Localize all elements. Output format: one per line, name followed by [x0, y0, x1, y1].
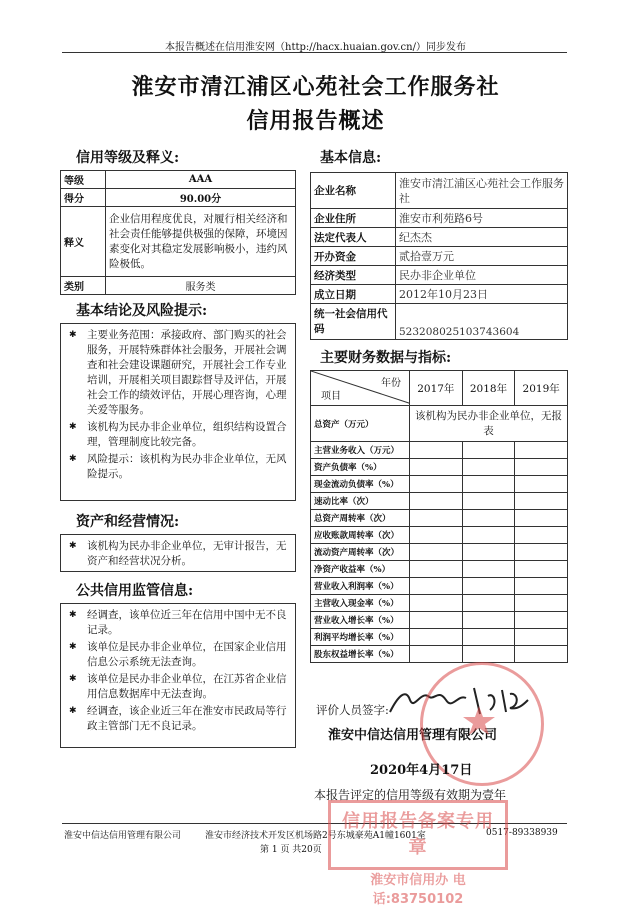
basic-label: 企业住所	[311, 209, 396, 228]
basic-label: 统一社会信用代码	[311, 304, 396, 340]
finance-cell	[462, 629, 515, 646]
finance-table	[310, 370, 568, 663]
bullet-icon: ✱	[69, 642, 77, 652]
bullet-icon: ✱	[69, 674, 77, 684]
finance-row	[311, 595, 568, 612]
finance-cell	[462, 510, 515, 527]
basic-label: 法定代表人	[311, 228, 396, 247]
finance-row-label: 流动资产周转率（次）	[311, 544, 410, 561]
finance-cell	[462, 595, 515, 612]
finance-row	[311, 578, 568, 595]
footer-company: 淮安中信达信用管理有限公司	[64, 831, 182, 841]
finance-cell	[515, 544, 568, 561]
finance-rows	[311, 442, 568, 663]
finance-row-label: 净资产收益率（%）	[311, 561, 410, 578]
finance-cell	[410, 578, 463, 595]
stamp-line2: 淮安市信用办 电话:83750102	[370, 873, 466, 907]
finance-cell	[462, 646, 515, 663]
legal-representative: 纪杰杰	[396, 228, 568, 247]
finance-cell	[515, 442, 568, 459]
bullet-icon: ✱	[69, 541, 77, 551]
corner-year: 年份	[381, 378, 401, 389]
footer-address: 淮安市经济技术开发区机场路2号东城豪苑A1幢1601室	[205, 831, 426, 841]
basic-label: 成立日期	[311, 285, 396, 304]
assets-box	[60, 534, 296, 572]
rating-table	[60, 170, 296, 295]
finance-cell	[462, 459, 515, 476]
supervision-item: ✱ 经调查，该企业近三年在淮安市民政局等行政主管部门无不良记录。	[69, 705, 287, 732]
finance-cell	[410, 442, 463, 459]
credit-code: 523208025103743604	[396, 304, 568, 340]
finance-cell	[410, 493, 463, 510]
finance-cell	[515, 629, 568, 646]
category-value: 服务类	[106, 277, 296, 295]
header-note: 本报告概述在信用淮安网（http://hacx.huaian.gov.cn/）同步发布	[165, 42, 466, 53]
finance-cell	[462, 493, 515, 510]
finance-row	[311, 544, 568, 561]
assets-item: ✱ 该机构为民办非企业单位，无审计报告，无资产和经营状况分析。	[69, 540, 287, 567]
finance-cell	[410, 646, 463, 663]
finance-cell	[410, 612, 463, 629]
finance-row-label: 主营业务收入（万元）	[311, 442, 410, 459]
finance-row	[311, 527, 568, 544]
finance-cell	[515, 612, 568, 629]
finance-row	[311, 646, 568, 663]
issue-date: 2020年4月17日	[370, 763, 473, 778]
finance-row-label: 总资产（万元）	[311, 406, 410, 442]
definition-text: 企业信用程度优良，对履行相关经济和社会责任能够提供极强的保障，环境因素变化对其稳定发展影响极小，违约风险极低。	[106, 207, 296, 277]
rating-grade: AAA	[106, 171, 296, 189]
filing-stamp	[328, 800, 508, 907]
finance-row	[311, 629, 568, 646]
report-title-line1: 淮安市清江浦区心苑社会工作服务社	[131, 74, 500, 100]
finance-row-label: 营业收入增长率（%）	[311, 612, 410, 629]
finance-corner-cell	[311, 371, 410, 406]
basic-heading: 基本信息:	[320, 150, 382, 166]
bullet-icon: ✱	[69, 610, 77, 620]
header-divider	[62, 52, 567, 53]
finance-cell	[462, 527, 515, 544]
report-title-line2: 信用报告概述	[246, 108, 385, 134]
finance-cell	[462, 442, 515, 459]
conclusion-item: ✱ 该机构为民办非企业单位，组织结构设置合理，管理制度比较完备。	[69, 421, 287, 448]
basic-label: 开办资金	[311, 247, 396, 266]
conclusion-item: ✱ 主要业务范围：承接政府、部门购买的社会服务，开展特殊群体社会服务，开展社会调查和社会建设课题研究，开展社会工作专业培训，开展相关项目跟踪督导及评估，开展社会工作的绩效评估，开展心理咨询，心理关爱等服务。	[69, 329, 287, 416]
finance-cell	[515, 561, 568, 578]
finance-cell	[410, 510, 463, 527]
finance-cell	[410, 527, 463, 544]
finance-cell	[515, 476, 568, 493]
finance-row-label: 资产负债率（%）	[311, 459, 410, 476]
finance-row	[311, 442, 568, 459]
finance-cell	[462, 476, 515, 493]
finance-row	[311, 493, 568, 510]
bullet-icon: ✱	[69, 454, 77, 464]
supervision-box	[60, 603, 296, 748]
basic-info-table	[310, 172, 568, 340]
finance-cell	[462, 578, 515, 595]
finance-row	[311, 561, 568, 578]
finance-row-label: 利润平均增长率（%）	[311, 629, 410, 646]
finance-row-label: 应收账款周转率（次）	[311, 527, 410, 544]
finance-heading: 主要财务数据与指标:	[320, 350, 452, 366]
finance-cell	[410, 544, 463, 561]
finance-cell	[515, 578, 568, 595]
finance-cell	[410, 595, 463, 612]
finance-cell	[515, 527, 568, 544]
founding-date: 2012年10月23日	[396, 285, 568, 304]
year-header: 2019年	[515, 371, 568, 406]
supervision-item: ✱ 该单位是民办非企业单位，在江苏省企业信用信息数据库中无法查询。	[69, 673, 287, 700]
basic-label: 企业名称	[311, 173, 396, 209]
stamp-line1: 信用报告备案专用章	[342, 811, 494, 858]
finance-row-label: 现金流动负债率（%）	[311, 476, 410, 493]
year-header: 2017年	[410, 371, 463, 406]
finance-note: 该机构为民办非企业单位，无报表	[410, 406, 568, 442]
finance-cell	[515, 459, 568, 476]
finance-row	[311, 612, 568, 629]
finance-cell	[515, 510, 568, 527]
issuer-company: 淮安中信达信用管理有限公司	[328, 728, 498, 743]
score-value: 90.00分	[106, 189, 296, 207]
category-label: 类别	[61, 277, 106, 295]
supervision-item: ✱ 该单位是民办非企业单位，在国家企业信用信息公示系统无法查询。	[69, 641, 287, 668]
finance-cell	[410, 459, 463, 476]
finance-cell	[515, 595, 568, 612]
finance-cell	[410, 629, 463, 646]
supervision-item: ✱ 经调查，该单位近三年在信用中国中无不良记录。	[69, 609, 287, 636]
definition-label: 释义	[61, 207, 106, 277]
finance-cell	[515, 646, 568, 663]
finance-row-label: 股东权益增长率（%）	[311, 646, 410, 663]
rating-label: 等级	[61, 171, 106, 189]
footer-phone: 0517-89338939	[486, 828, 558, 838]
finance-row	[311, 476, 568, 493]
assets-heading: 资产和经营情况:	[76, 514, 180, 530]
company-name: 淮安市清江浦区心苑社会工作服务社	[396, 173, 568, 209]
registered-capital: 贰拾壹万元	[396, 247, 568, 266]
finance-cell	[462, 544, 515, 561]
year-header: 2018年	[462, 371, 515, 406]
conclusion-item: ✱ 风险提示：该机构为民办非企业单位，无风险提示。	[69, 453, 287, 480]
bullet-icon: ✱	[69, 706, 77, 716]
page-number: 第 1 页 共20页	[260, 845, 322, 855]
conclusion-box	[60, 323, 296, 501]
company-address: 淮安市利苑路6号	[396, 209, 568, 228]
bullet-icon: ✱	[69, 422, 77, 432]
basic-label: 经济类型	[311, 266, 396, 285]
supervision-heading: 公共信用监管信息:	[76, 583, 194, 599]
rating-heading: 信用等级及释义:	[76, 150, 180, 166]
finance-cell	[410, 561, 463, 578]
finance-row	[311, 510, 568, 527]
finance-cell	[462, 561, 515, 578]
finance-cell	[410, 476, 463, 493]
conclusion-heading: 基本结论及风险提示:	[76, 303, 208, 319]
finance-cell	[515, 493, 568, 510]
finance-row-label: 营业收入利润率（%）	[311, 578, 410, 595]
finance-row-label: 主营收入现金率（%）	[311, 595, 410, 612]
finance-cell	[462, 612, 515, 629]
evaluator-label: 评价人员签字:	[316, 703, 389, 717]
validity-note: 本报告评定的信用等级有效期为壹年	[314, 788, 507, 802]
finance-row-label: 总资产周转率（次）	[311, 510, 410, 527]
finance-row	[311, 459, 568, 476]
economic-type: 民办非企业单位	[396, 266, 568, 285]
score-label: 得分	[61, 189, 106, 207]
finance-row-label: 速动比率（次）	[311, 493, 410, 510]
corner-item: 项目	[321, 391, 341, 402]
bullet-icon: ✱	[69, 330, 77, 340]
